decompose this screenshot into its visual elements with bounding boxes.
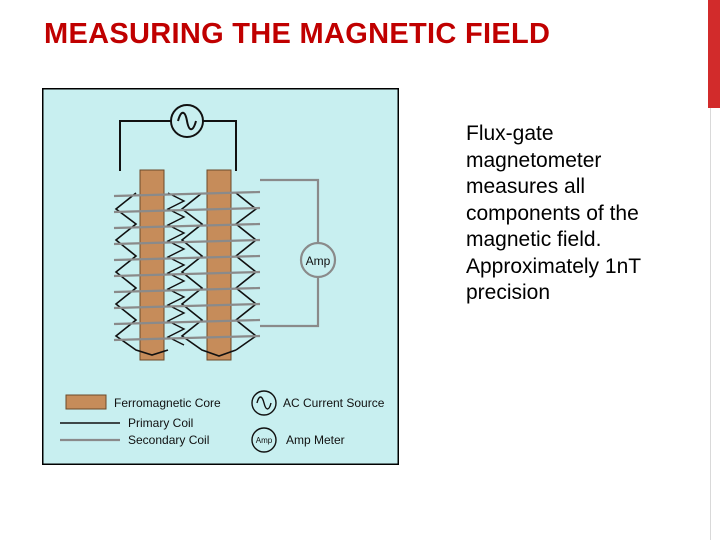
amp-meter-label: Amp [305,254,331,268]
body-line: Flux-gate [466,122,554,145]
legend-core-swatch [66,395,106,409]
legend-core-label: Ferromagnetic Core [114,396,221,410]
amp-meter-icon [301,243,335,277]
legend-meter-symbol: Amp [255,436,273,445]
body-line: components of the [466,201,639,225]
body-line: precision [466,281,551,304]
right-border-line [710,108,711,540]
slide-title: MEASURING THE MAGNETIC FIELD [44,18,551,50]
legend-source-icon [252,391,276,415]
legend-source-label: AC Current Source [283,396,385,410]
legend-meter-label: Amp Meter [286,433,345,447]
accent-bar [708,0,720,108]
body-line: magnetometer [466,148,602,172]
body-text [466,121,698,307]
legend-meter-icon [252,428,276,452]
body-line: magnetic field. [466,228,602,251]
legend-primary-label: Primary Coil [128,416,194,430]
legend-secondary-label: Secondary Coil [128,433,210,447]
ferromagnetic-core-left [140,170,164,360]
body-line: measures all [466,175,586,198]
ferromagnetic-core-right [207,170,231,360]
ac-source-icon [171,105,203,137]
body-line: Approximately 1nT [466,254,642,278]
fluxgate-diagram [42,88,399,465]
